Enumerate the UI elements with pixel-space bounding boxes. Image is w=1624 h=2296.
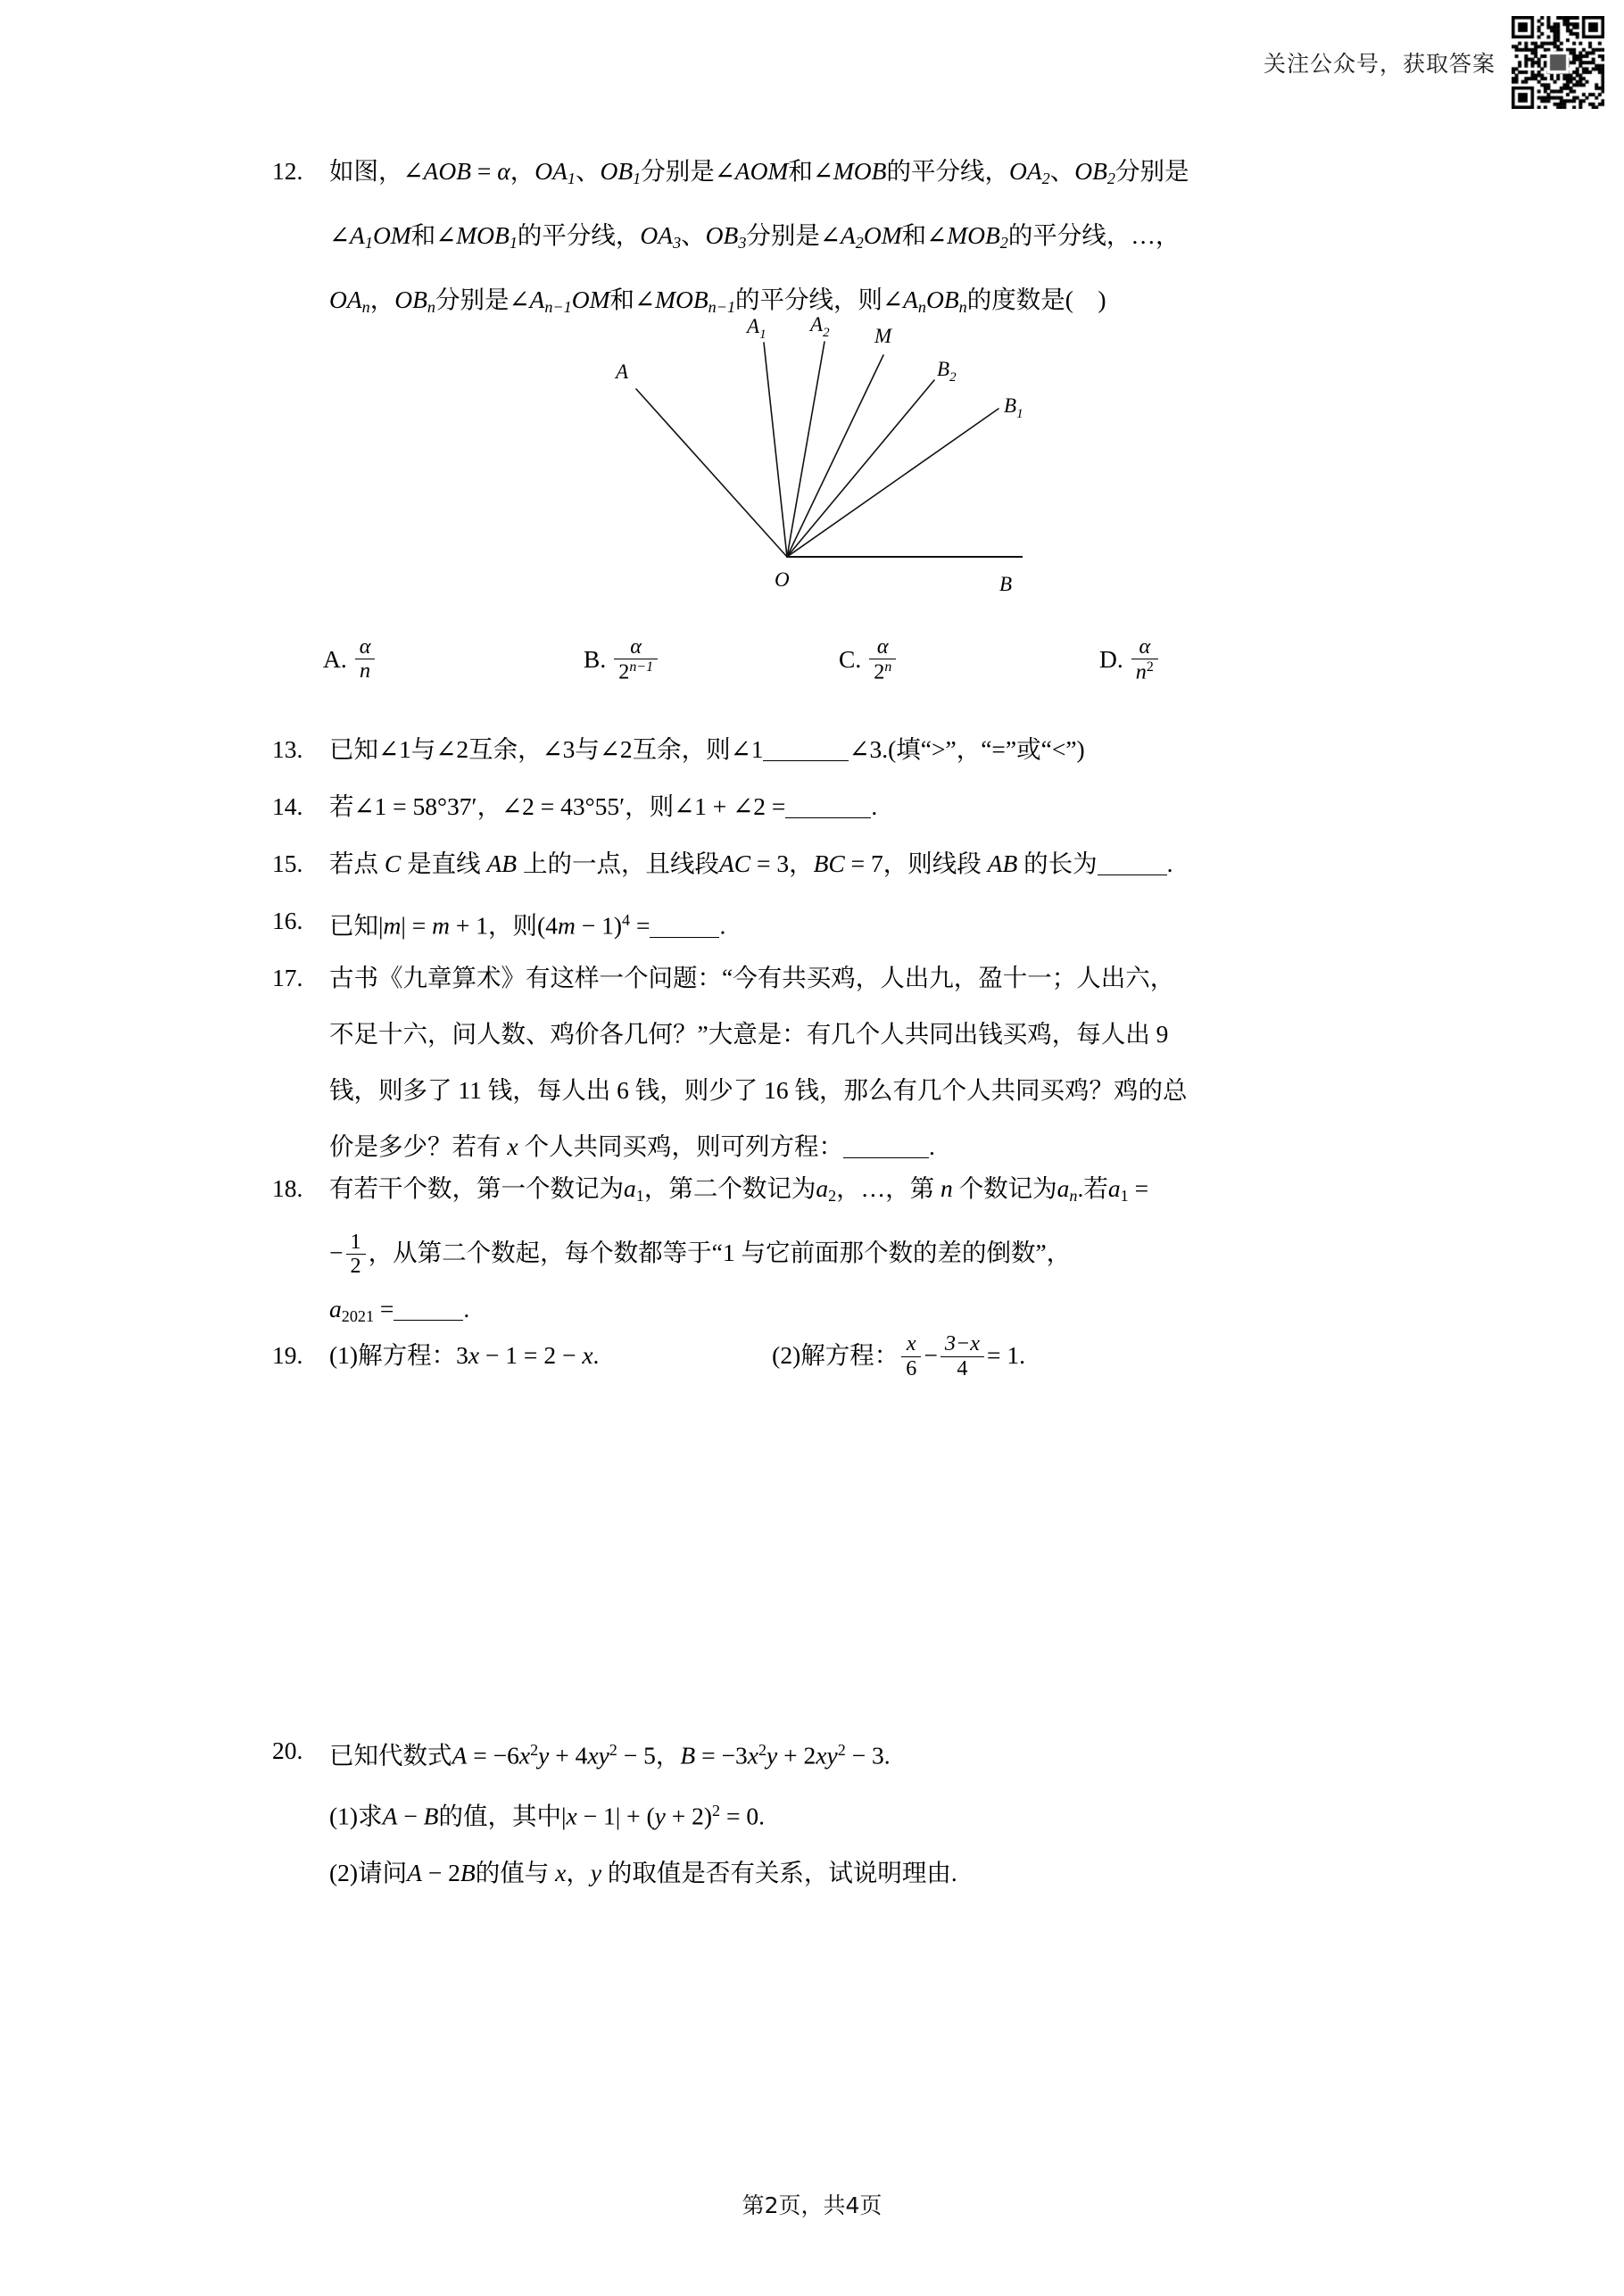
answer-blank-15[interactable] <box>1098 850 1167 876</box>
label-M: M <box>874 325 892 347</box>
choice-D-label: D. <box>1099 645 1123 674</box>
fraction-one-half: $\frac{1}{2}$ <box>346 1231 366 1278</box>
question-14-line-1: 若∠1 = 58°37′，∠2 = 43°55′，则∠1 + ∠2 = . <box>329 792 878 820</box>
answer-blank-13[interactable] <box>763 736 849 762</box>
angle-bisector-ray-diagram <box>580 308 1080 620</box>
ray-OA1 <box>764 343 787 557</box>
label-A2: $A_2$ <box>810 313 830 340</box>
question-14-number: 14. <box>272 792 303 820</box>
choice-D-denominator: $n^2$ <box>1131 659 1158 684</box>
question-20-line-2: (1)求A − B的值，其中$|x - 1| + (y + 2)^2 = 0$. <box>329 1802 765 1830</box>
question-20 <box>272 1722 1379 1901</box>
label-B2: $B_2$ <box>937 358 957 385</box>
label-B: B <box>999 573 1013 595</box>
answer-blank-17[interactable] <box>843 1133 929 1159</box>
answer-blank-18[interactable] <box>394 1296 463 1322</box>
question-12-choices <box>323 635 1385 698</box>
question-12-line-1: 如图，∠AOB = α，$OA_1$、$OB_1$分别是∠AOM和∠MOB的平分线，$OA_2$、$OB_2$分别是 <box>329 157 1189 188</box>
fraction-x-over-6: $\frac{x}{6}$ <box>901 1332 921 1380</box>
page-footer: 第2页，共4页 <box>742 2192 882 2218</box>
question-12-line-2: $\angle A_1OM$和$\angle MOB_1$的平分线，$OA_3$、$OB_3$分别是$\angle A_2OM$和$\angle MOB_2$的平分线，…， <box>329 221 1181 253</box>
question-12-number: 12. <box>272 157 303 185</box>
label-A: A <box>616 361 629 383</box>
choice-B[interactable] <box>584 635 660 684</box>
choice-C-fraction: $\frac{\alpha}{2^n}$ <box>869 635 896 684</box>
question-18 <box>272 1160 1379 1345</box>
question-12 <box>272 143 1379 336</box>
answer-blank-16[interactable] <box>650 912 719 938</box>
question-18-line-1: 有若干个数，第一个数记为$a_1$，第二个数记为$a_2$，…，第 n 个数记为$a_n$.若$a_1$ = <box>329 1174 1149 1206</box>
promo-text: 关注公众号，获取答案 <box>1263 51 1496 77</box>
question-17-line-3: 钱，则多了 11 钱，每人出 6 钱，则少了 16 钱，那么有几个人共同买鸡？鸡的总 <box>329 1076 1188 1104</box>
question-15 <box>272 835 1379 891</box>
question-16-line-1: 已知|m| = m + 1，则$(4m - 1)^4$ = . <box>329 911 726 940</box>
label-B1: $B_1$ <box>1004 394 1023 421</box>
question-19-number: 19. <box>272 1341 303 1369</box>
answer-blank-14[interactable] <box>785 793 871 819</box>
choice-B-denominator: $2^{n-1}$ <box>614 659 658 684</box>
question-17-line-2: 不足十六，问人数、鸡价各几何？”大意是：有几个人共同出钱买鸡，每人出 9 <box>329 1020 1169 1048</box>
question-15-line-1: 若点 C 是直线 AB 上的一点，且线段AC = 3，BC = 7，则线段 AB 的长为 . <box>329 850 1173 877</box>
label-O: O <box>775 568 790 591</box>
question-19 <box>272 1327 1379 1383</box>
choice-C-denominator: 2$^n$ <box>869 659 896 684</box>
question-16 <box>272 892 1379 953</box>
choice-A-fraction: $\frac{\alpha}{n}$ <box>355 635 376 683</box>
question-18-line-2: − $\frac{1}{2}$ ，从第二个数起，每个数都等于“1 与它前面那个数的差的倒数”， <box>329 1229 1072 1278</box>
question-20-number: 20. <box>272 1737 303 1764</box>
question-12-line-3: $OA_n$，$OB_n$分别是$\angle A_{n-1}OM$和$\angle MOB_{n-1}$的平分线，则$\angle A_nOB_n$的度数是( ) <box>329 286 1106 317</box>
question-17-number: 17. <box>272 964 303 991</box>
question-19-parts <box>329 1327 1379 1383</box>
question-16-number: 16. <box>272 907 303 934</box>
page-header <box>1264 16 1604 109</box>
question-19-part-1: (1)解方程：3x − 1 = 2 − x. <box>329 1341 600 1369</box>
choice-D-fraction: $\frac{\alpha}{n^2}$ <box>1131 635 1158 684</box>
question-18-line-3: $a_{2021}$ = . <box>329 1295 470 1326</box>
question-13-line-1: 已知∠1与∠2互余，∠3与∠2互余，则∠1 ∠3.(填“>”，“=”或“<”) <box>329 735 1085 763</box>
choice-B-fraction: $\frac{\alpha}{2^{n-1}}$ <box>614 635 658 684</box>
question-17-line-1: 古书《九章算术》有这样一个问题：“今有共买鸡，人出九，盈十一；人出六， <box>329 964 1175 991</box>
ray-OA2 <box>787 342 824 557</box>
ray-OM <box>787 355 883 557</box>
ray-OA <box>636 389 787 557</box>
choice-C-label: C. <box>839 645 862 674</box>
choice-C[interactable] <box>839 635 899 684</box>
choice-A[interactable] <box>323 635 377 683</box>
question-17-line-4: 价是多少？若有 x 个人共同买鸡，则可列方程： . <box>329 1132 935 1160</box>
question-17 <box>272 949 1379 1174</box>
choice-A-label: A. <box>323 644 347 673</box>
question-14 <box>272 778 1379 834</box>
question-18-number: 18. <box>272 1174 303 1202</box>
question-15-number: 15. <box>272 850 303 877</box>
question-13 <box>272 721 1379 777</box>
question-13-number: 13. <box>272 735 303 763</box>
fraction-3minusx-over-4: $\frac{3-x}{4}$ <box>940 1332 984 1380</box>
choice-D[interactable] <box>1099 635 1161 684</box>
question-20-line-1: 已知代数式$A = -6x^2y + 4xy^2 - 5$，$B = -3x^2y + 2xy^2 - 3$. <box>329 1741 891 1770</box>
qr-code-icon[interactable] <box>1512 16 1604 109</box>
question-20-line-3: (2)请问A − 2B的值与 x，y 的取值是否有关系，试说明理由. <box>329 1858 957 1886</box>
choice-B-label: B. <box>584 645 607 674</box>
label-A1: $A_1$ <box>747 315 766 342</box>
question-19-part-2: (2)解方程： $\frac{x}{6}$ − $\frac{3-x}{4}$ = 1. <box>772 1331 1026 1380</box>
